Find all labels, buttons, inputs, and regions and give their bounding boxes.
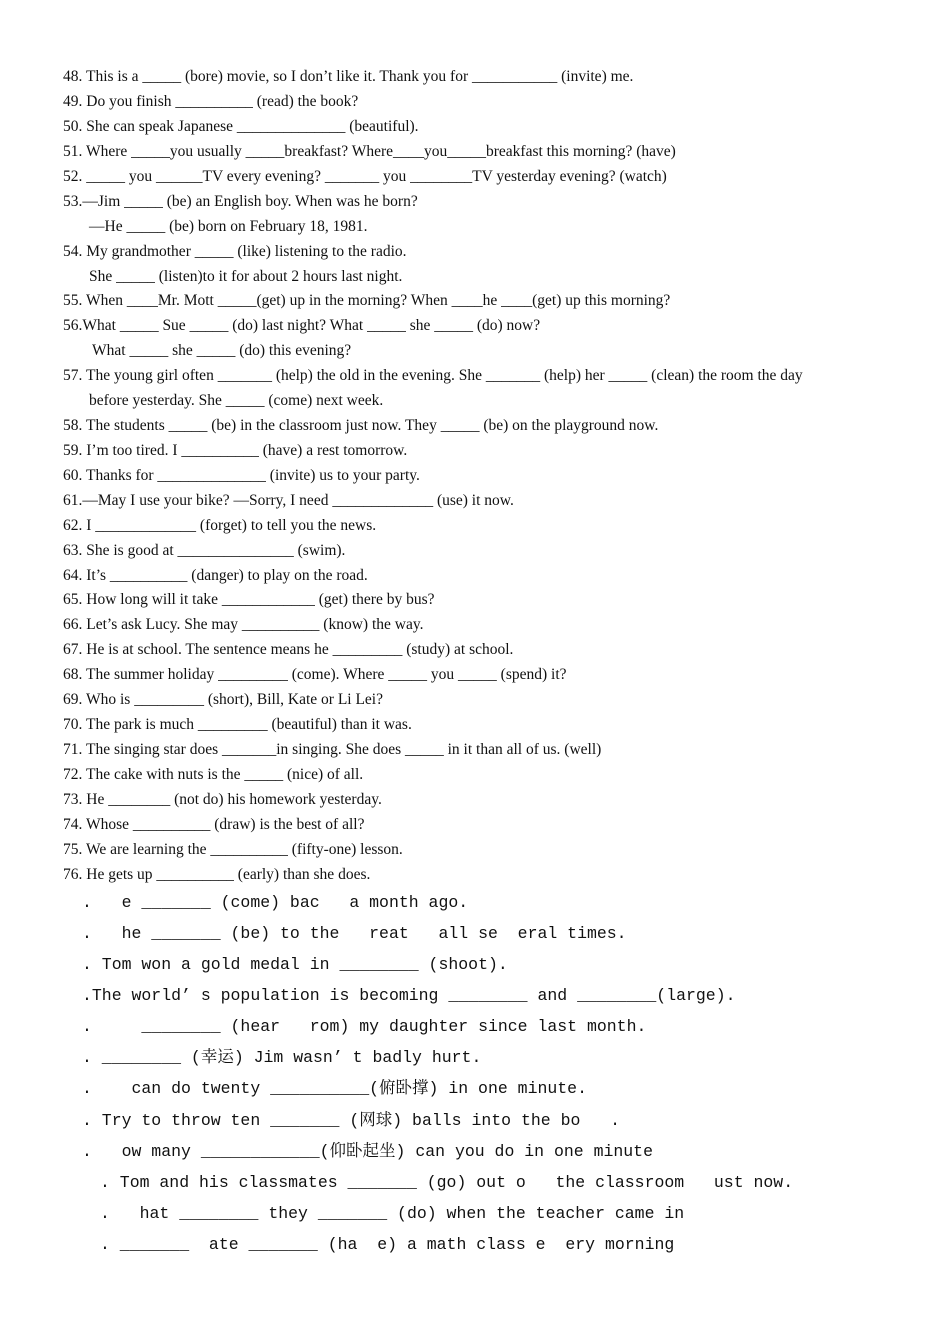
question-68: 68. The summer holiday _________ (come). Where _____ you _____ (spend) it?	[63, 666, 567, 683]
question-mono-12: . _______ ate _______ (ha e) a math class e ery morning	[100, 1235, 675, 1254]
question-49: 49. Do you finish __________ (read) the book?	[63, 93, 359, 110]
question-67: 67. He is at school. The sentence means he _________ (study) at school.	[63, 641, 514, 658]
question-56: 56.What _____ Sue _____ (do) last night? What _____ she _____ (do) now?	[63, 317, 541, 334]
question-mono-11: . hat ________ they _______ (do) when the teacher came in	[100, 1204, 685, 1223]
question-62: 62. I _____________ (forget) to tell you the news.	[63, 517, 377, 534]
question-mono-10: . Tom and his classmates _______ (go) out o the classroom ust now.	[100, 1173, 794, 1192]
question-61: 61.—May I use your bike? —Sorry, I need _____________ (use) it now.	[63, 492, 514, 509]
question-58: 58. The students _____ (be) in the classroom just now. They _____ (be) on the playground now.	[63, 417, 659, 434]
question-76: 76. He gets up __________ (early) than she does.	[63, 866, 371, 883]
question-74: 74. Whose __________ (draw) is the best of all?	[63, 816, 365, 833]
question-57: 57. The young girl often _______ (help) the old in the evening. She _______ (help) her _____ (clean) the room the day	[63, 367, 803, 384]
question-50: 50. She can speak Japanese ______________ (beautiful).	[63, 118, 419, 135]
question-56-continued: What _____ she _____ (do) this evening?	[92, 342, 352, 359]
question-54-continued: She _____ (listen)to it for about 2 hours last night.	[89, 268, 403, 285]
question-mono-5: . ________ (hear rom) my daughter since last month.	[82, 1017, 647, 1036]
question-72: 72. The cake with nuts is the _____ (nice) of all.	[63, 766, 364, 783]
question-70: 70. The park is much _________ (beautiful) than it was.	[63, 716, 412, 733]
question-71: 71. The singing star does _______in singing. She does _____ in it than all of us. (well)	[63, 741, 602, 758]
question-mono-2: . he _______ (be) to the reat all se eral times.	[82, 924, 627, 943]
question-51: 51. Where _____you usually _____breakfast? Where____you_____breakfast this morning? (have)	[63, 143, 676, 160]
question-73: 73. He ________ (not do) his homework yesterday.	[63, 791, 382, 808]
question-57-continued: before yesterday. She _____ (come) next week.	[89, 392, 384, 409]
question-69: 69. Who is _________ (short), Bill, Kate or Li Lei?	[63, 691, 383, 708]
question-59: 59. I’m too tired. I __________ (have) a rest tomorrow.	[63, 442, 408, 459]
question-64: 64. It’s __________ (danger) to play on the road.	[63, 567, 368, 584]
question-mono-1: . e _______ (come) bac a month ago.	[82, 893, 469, 912]
question-52: 52. _____ you ______TV every evening? _______ you ________TV yesterday evening? (watch)	[63, 168, 667, 185]
question-mono-9: . ow many ____________(仰卧起坐) can you do in one minute	[82, 1142, 653, 1161]
question-mono-6: . ________ (幸运) Jim wasn’ t badly hurt.	[82, 1048, 482, 1067]
question-54: 54. My grandmother _____ (like) listening to the radio.	[63, 243, 407, 260]
question-mono-4: .The world’ s population is becoming ________ and ________(large).	[82, 986, 736, 1005]
question-65: 65. How long will it take ____________ (get) there by bus?	[63, 591, 435, 608]
question-mono-8: . Try to throw ten _______ (网球) balls into the bo .	[82, 1111, 620, 1130]
question-60: 60. Thanks for ______________ (invite) us to your party.	[63, 467, 420, 484]
question-66: 66. Let’s ask Lucy. She may __________ (know) the way.	[63, 616, 424, 633]
question-53-continued: —He _____ (be) born on February 18, 1981.	[89, 218, 368, 235]
question-55: 55. When ____Mr. Mott _____(get) up in the morning? When ____he ____(get) up this morning?	[63, 292, 671, 309]
question-48: 48. This is a _____ (bore) movie, so I don’t like it. Thank you for ___________ (invite) me.	[63, 68, 634, 85]
question-75: 75. We are learning the __________ (fifty-one) lesson.	[63, 841, 403, 858]
question-mono-7: . can do twenty __________(俯卧撑) in one minute.	[82, 1079, 587, 1098]
question-63: 63. She is good at _______________ (swim).	[63, 542, 346, 559]
question-53: 53.—Jim _____ (be) an English boy. When was he born?	[63, 193, 418, 210]
question-mono-3: . Tom won a gold medal in ________ (shoot).	[82, 955, 508, 974]
